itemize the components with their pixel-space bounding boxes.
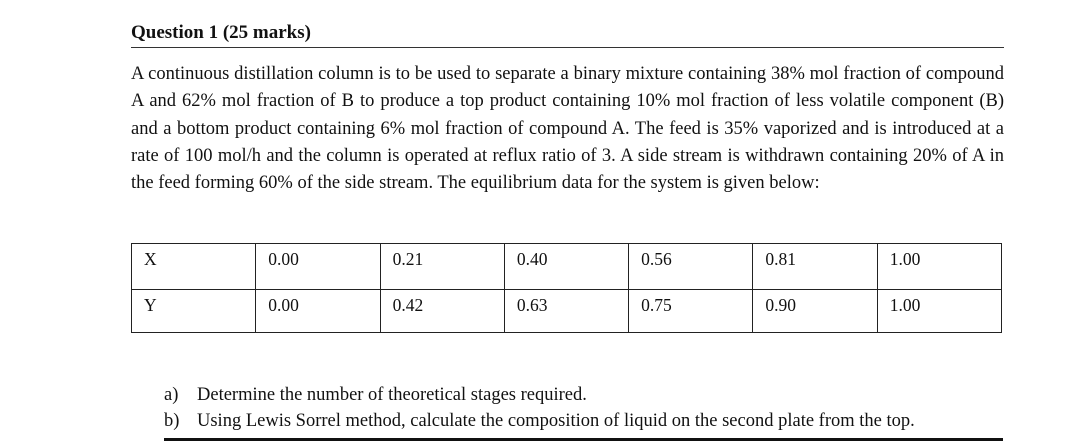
table-cell: 0.00 <box>256 290 380 333</box>
table-row-x <box>132 244 1002 290</box>
bottom-divider <box>164 438 1003 441</box>
question-part-b <box>164 408 915 434</box>
table-cell: Y <box>132 290 256 333</box>
table-cell: 0.21 <box>380 244 504 290</box>
heading-divider <box>131 47 1004 48</box>
table-row-y <box>132 290 1002 333</box>
question-heading: Question 1 (25 marks) <box>131 22 311 43</box>
question-part-a <box>164 382 915 408</box>
table-cell: 0.81 <box>753 244 877 290</box>
equilibrium-data-table <box>131 243 1002 333</box>
part-text: Determine the number of theoretical stages required. <box>197 385 587 405</box>
table-cell: 0.75 <box>629 290 753 333</box>
question-parts-list <box>164 382 915 434</box>
table-cell: 1.00 <box>877 290 1001 333</box>
table-cell: 0.00 <box>256 244 380 290</box>
table-cell: 1.00 <box>877 244 1001 290</box>
table-cell: X <box>132 244 256 290</box>
table-cell: 0.90 <box>753 290 877 333</box>
table-cell: 0.56 <box>629 244 753 290</box>
part-label: a) <box>164 385 179 405</box>
table-cell: 0.63 <box>504 290 628 333</box>
question-paragraph: A continuous distillation column is to be used to separate a binary mixture containing 38% mol fraction of compound A and 62% mol fraction of B to produce a top product containing 10% mol fraction of less volatile component (B) and a bottom product containing 6% mol fraction of compound A. The feed is 35% vaporized and is introduced at a rate of 100 mol/h and the column is operated at reflux ratio of 3. A side stream is withdrawn containing 20% of A in the feed forming 60% of the side stream. The equilibrium data for the system is given below: <box>131 64 1004 194</box>
part-text: Using Lewis Sorrel method, calculate the composition of liquid on the second plate from the top. <box>197 411 915 431</box>
table-cell: 0.42 <box>380 290 504 333</box>
part-label: b) <box>164 411 180 431</box>
table-cell: 0.40 <box>504 244 628 290</box>
